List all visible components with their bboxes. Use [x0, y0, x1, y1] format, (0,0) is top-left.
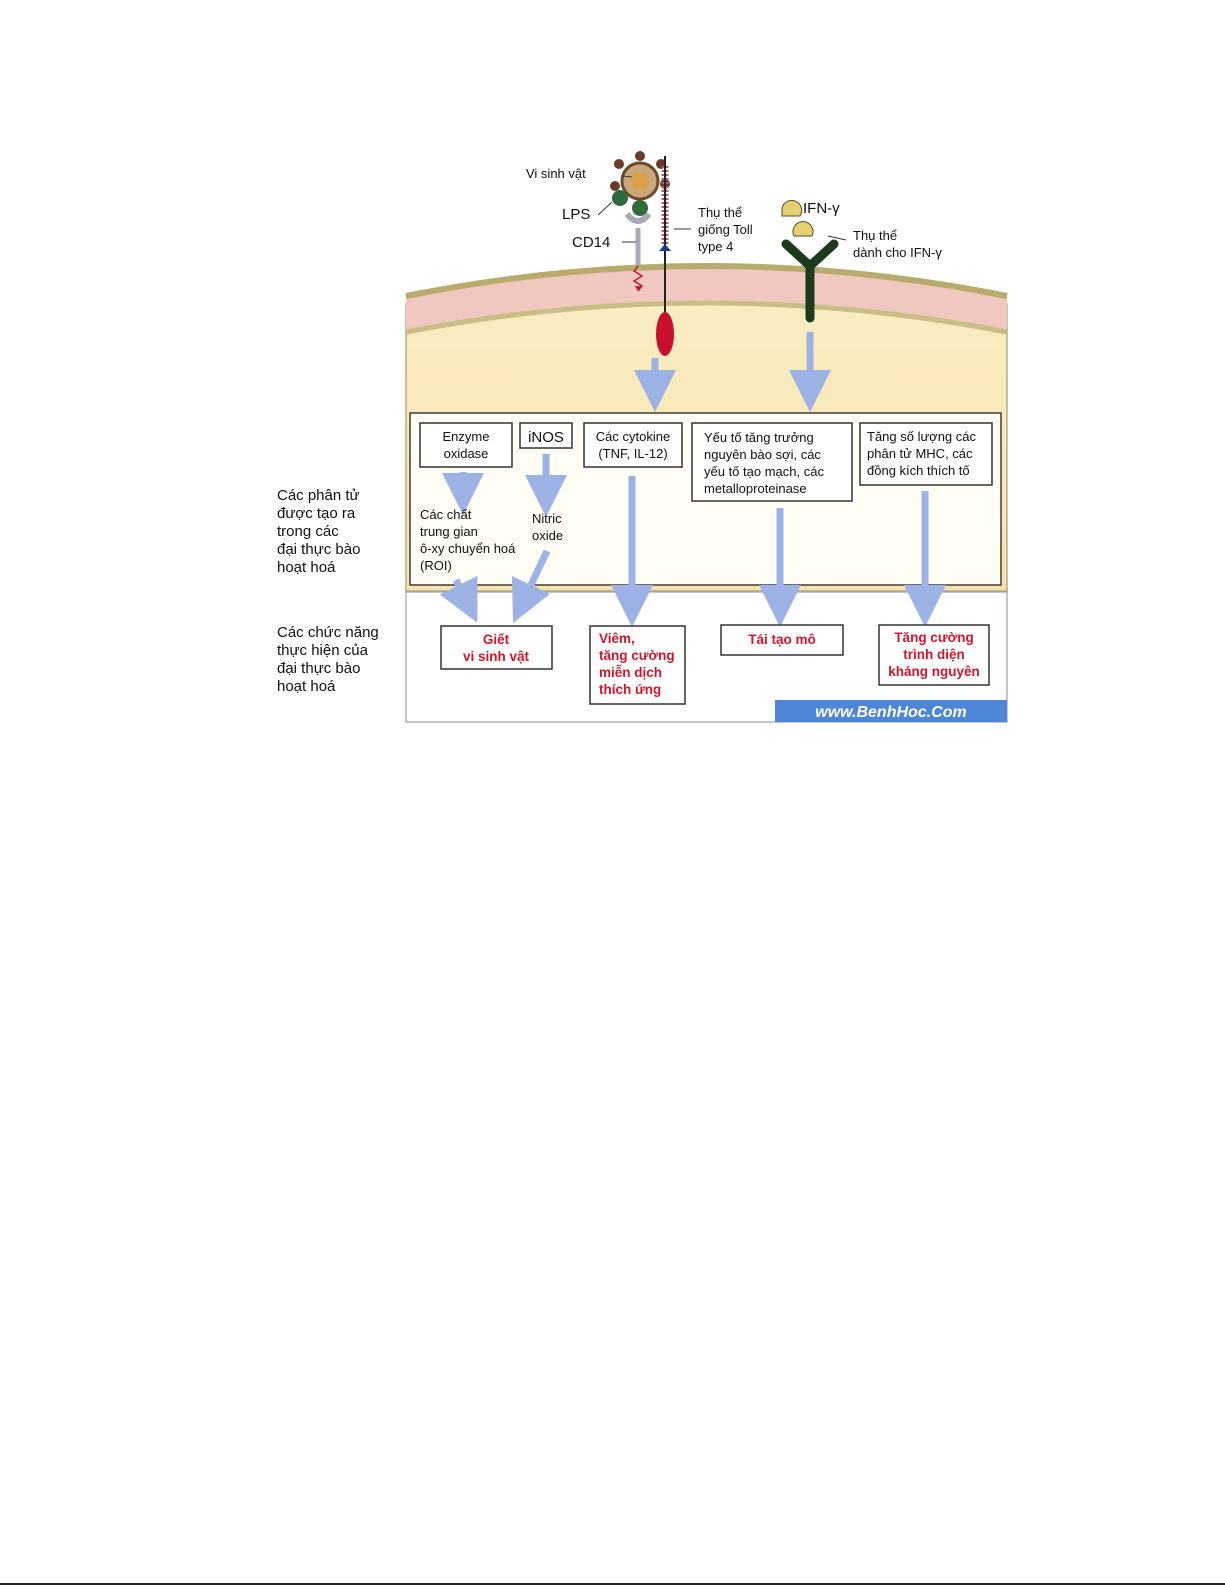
side-molecules-5: hoạt hoá [277, 559, 336, 576]
inflam-line-2: tăng cường [599, 648, 675, 663]
ifn-gamma-icon [782, 200, 802, 216]
kill-line-2: vi sinh vật [462, 649, 530, 664]
growth-line-4: metalloproteinase [704, 481, 807, 496]
side-molecules-2: được tạo ra [277, 505, 356, 522]
side-molecules-1: Các phân tử [277, 487, 360, 504]
label-ifn: IFN-γ [803, 200, 840, 217]
side-functions-1: Các chức năng [277, 624, 379, 641]
kill-line-1: Giết [482, 632, 510, 647]
label-lps: LPS [562, 206, 591, 223]
growth-line-3: yếu tố tạo mạch, các [704, 464, 824, 479]
mhc-line-2: phân tử MHC, các [867, 446, 973, 461]
roi-line-3: ô-xy chuyển hoá [420, 541, 516, 556]
mhc-line-1: Tăng số lượng các [867, 429, 977, 444]
label-microbe: Vi sinh vật [526, 166, 586, 181]
diagram-svg [270, 136, 1020, 728]
antigen-line-2: trình diện [903, 647, 965, 662]
mhc-line-3: đồng kích thích tố [867, 463, 970, 478]
cytokine-line-1: Các cytokine [595, 429, 671, 444]
inflam-line-1: Viêm, [599, 631, 635, 646]
label-toll-3: type 4 [698, 239, 734, 254]
antigen-line-1: Tăng cường [894, 630, 974, 645]
watermark-text: www.BenhHoc.Com [815, 704, 967, 721]
label-ifn-receptor-1: Thụ thể [853, 228, 898, 243]
macrophage-activation-diagram [270, 136, 1020, 728]
inflam-line-4: thích ứng [599, 682, 662, 697]
microbe-icon [610, 151, 670, 216]
roi-line-2: trung gian [420, 524, 478, 539]
roi-line-4: (ROI) [420, 558, 452, 573]
growth-line-1: Yếu tố tăng trưởng [704, 430, 814, 445]
label-ifn-receptor-2: dành cho IFN-γ [853, 245, 942, 260]
side-functions-3: đại thực bào [277, 660, 361, 677]
no-line-1: Nitric [532, 511, 562, 526]
side-molecules-4: đại thực bào [277, 541, 361, 558]
label-toll-1: Thụ thể [698, 205, 743, 220]
label-toll-2: giống Toll [698, 222, 753, 237]
inflam-line-3: miễn dịch [599, 665, 663, 680]
antigen-line-3: kháng nguyên [888, 664, 980, 679]
side-functions-2: thực hiện của [277, 642, 368, 659]
enzyme-line-2: oxidase [443, 446, 489, 461]
inos-label: iNOS [528, 429, 564, 446]
roi-line-1: Các chất [420, 507, 472, 522]
repair-label: Tái tạo mô [748, 632, 816, 647]
cytokine-line-2: (TNF, IL-12) [598, 446, 668, 461]
side-functions-4: hoạt hoá [277, 678, 336, 695]
label-cd14: CD14 [572, 234, 611, 251]
enzyme-line-1: Enzyme [442, 429, 490, 444]
side-molecules-3: trong các [277, 523, 339, 540]
no-line-2: oxide [532, 528, 564, 543]
growth-line-2: nguyên bào sợi, các [704, 447, 821, 462]
